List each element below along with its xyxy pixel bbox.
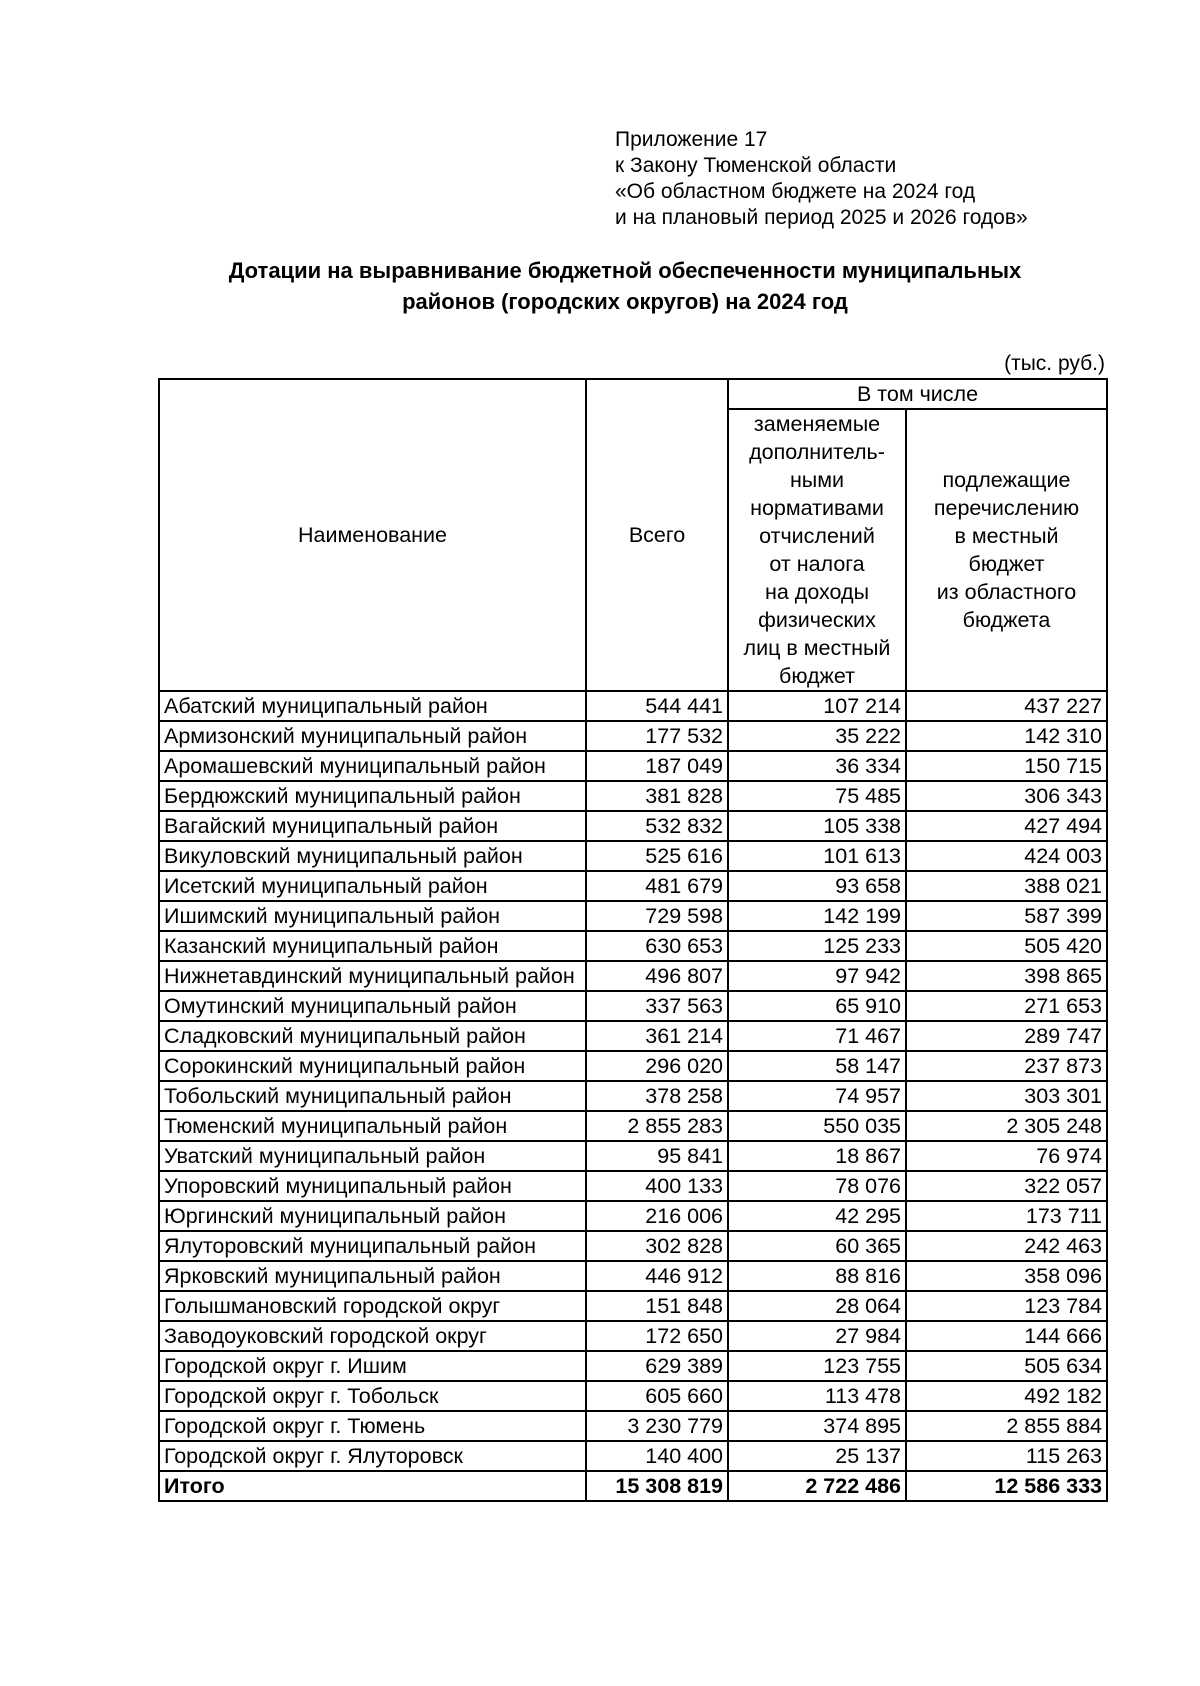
row-replaced: 125 233 [728, 931, 906, 961]
row-name: Голышмановский городской округ [159, 1291, 586, 1321]
row-total: 216 006 [586, 1201, 728, 1231]
row-name: Городской округ г. Ялуторовск [159, 1441, 586, 1471]
row-total: 302 828 [586, 1231, 728, 1261]
total-row [159, 1471, 1107, 1501]
table-row [159, 1111, 1107, 1141]
table-row [159, 1051, 1107, 1081]
total-row-total: 15 308 819 [586, 1471, 728, 1501]
table-row [159, 781, 1107, 811]
row-transfer: 115 263 [906, 1441, 1107, 1471]
header-transfer-line: бюджет [968, 552, 1045, 576]
row-name: Исетский муниципальный район [159, 871, 586, 901]
row-total: 3 230 779 [586, 1411, 728, 1441]
table-row [159, 811, 1107, 841]
header-transfer [906, 409, 1107, 691]
row-replaced: 123 755 [728, 1351, 906, 1381]
row-name: Армизонский муниципальный район [159, 721, 586, 751]
header-replaced-line: лиц в местный [743, 636, 891, 660]
row-total: 525 616 [586, 841, 728, 871]
row-replaced: 18 867 [728, 1141, 906, 1171]
table-row [159, 901, 1107, 931]
appendix-reference [615, 127, 1135, 231]
row-replaced: 142 199 [728, 901, 906, 931]
header-replaced-line: нормативами [750, 496, 884, 520]
table-row [159, 1141, 1107, 1171]
total-row-name: Итого [159, 1471, 586, 1501]
row-replaced: 74 957 [728, 1081, 906, 1111]
unit-label: (тыс. руб.) [1004, 352, 1105, 375]
title-line-2: районов (городских округов) на 2024 год [402, 289, 848, 314]
table-row [159, 721, 1107, 751]
row-replaced: 97 942 [728, 961, 906, 991]
row-total: 629 389 [586, 1351, 728, 1381]
appendix-line: Приложение 17 [615, 128, 768, 151]
row-name: Уватский муниципальный район [159, 1141, 586, 1171]
row-name: Упоровский муниципальный район [159, 1171, 586, 1201]
row-total: 381 828 [586, 781, 728, 811]
header-replaced-line: ными [789, 468, 845, 492]
row-transfer: 76 974 [906, 1141, 1107, 1171]
row-name: Городской округ г. Тобольск [159, 1381, 586, 1411]
row-name: Тюменский муниципальный район [159, 1111, 586, 1141]
row-name: Городской округ г. Ишим [159, 1351, 586, 1381]
row-replaced: 65 910 [728, 991, 906, 1021]
row-total: 630 653 [586, 931, 728, 961]
row-replaced: 550 035 [728, 1111, 906, 1141]
row-name: Тобольский муниципальный район [159, 1081, 586, 1111]
row-name: Казанский муниципальный район [159, 931, 586, 961]
table-row [159, 931, 1107, 961]
row-name: Сладковский муниципальный район [159, 1021, 586, 1051]
row-transfer: 505 634 [906, 1351, 1107, 1381]
header-name: Наименование [159, 379, 586, 691]
row-total: 605 660 [586, 1381, 728, 1411]
row-name: Бердюжский муниципальный район [159, 781, 586, 811]
row-total: 187 049 [586, 751, 728, 781]
table-row [159, 1321, 1107, 1351]
row-replaced: 71 467 [728, 1021, 906, 1051]
row-name: Заводоуковский городской округ [159, 1321, 586, 1351]
row-transfer: 358 096 [906, 1261, 1107, 1291]
row-replaced: 35 222 [728, 721, 906, 751]
row-name: Юргинский муниципальный район [159, 1201, 586, 1231]
row-replaced: 42 295 [728, 1201, 906, 1231]
subsidies-table [158, 378, 1108, 1502]
row-total: 361 214 [586, 1021, 728, 1051]
total-row-transfer: 12 586 333 [906, 1471, 1107, 1501]
table-row [159, 1231, 1107, 1261]
row-transfer: 150 715 [906, 751, 1107, 781]
row-name: Викуловский муниципальный район [159, 841, 586, 871]
row-transfer: 505 420 [906, 931, 1107, 961]
row-total: 481 679 [586, 871, 728, 901]
row-replaced: 27 984 [728, 1321, 906, 1351]
row-transfer: 142 310 [906, 721, 1107, 751]
row-replaced: 75 485 [728, 781, 906, 811]
row-total: 140 400 [586, 1441, 728, 1471]
row-total: 95 841 [586, 1141, 728, 1171]
row-total: 177 532 [586, 721, 728, 751]
table-row [159, 1351, 1107, 1381]
row-replaced: 88 816 [728, 1261, 906, 1291]
row-name: Сорокинский муниципальный район [159, 1051, 586, 1081]
table-row [159, 1261, 1107, 1291]
row-name: Абатский муниципальный район [159, 691, 586, 721]
row-replaced: 28 064 [728, 1291, 906, 1321]
row-total: 151 848 [586, 1291, 728, 1321]
table-body [159, 691, 1107, 1471]
title-line-1: Дотации на выравнивание бюджетной обеспеченности муниципальных [228, 258, 1022, 283]
row-transfer: 144 666 [906, 1321, 1107, 1351]
row-total: 172 650 [586, 1321, 728, 1351]
row-transfer: 242 463 [906, 1231, 1107, 1261]
table-row [159, 961, 1107, 991]
row-transfer: 424 003 [906, 841, 1107, 871]
row-total: 729 598 [586, 901, 728, 931]
row-replaced: 105 338 [728, 811, 906, 841]
row-transfer: 388 021 [906, 871, 1107, 901]
row-transfer: 437 227 [906, 691, 1107, 721]
row-transfer: 398 865 [906, 961, 1107, 991]
row-transfer: 237 873 [906, 1051, 1107, 1081]
table-row [159, 1201, 1107, 1231]
row-total: 378 258 [586, 1081, 728, 1111]
row-total: 2 855 283 [586, 1111, 728, 1141]
table-row [159, 1081, 1107, 1111]
row-name: Аромашевский муниципальный район [159, 751, 586, 781]
header-transfer-line: из областного [936, 580, 1077, 604]
appendix-line: и на плановый период 2025 и 2026 годов» [615, 206, 1028, 229]
row-replaced: 93 658 [728, 871, 906, 901]
row-replaced: 58 147 [728, 1051, 906, 1081]
header-replaced-line: отчислений [759, 524, 875, 548]
header-replaced-line: дополнитель- [749, 440, 885, 464]
header-replaced-line: на доходы [764, 580, 870, 604]
row-transfer: 492 182 [906, 1381, 1107, 1411]
row-total: 400 133 [586, 1171, 728, 1201]
row-transfer: 2 855 884 [906, 1411, 1107, 1441]
header-replaced [728, 409, 906, 691]
row-total: 296 020 [586, 1051, 728, 1081]
row-transfer: 587 399 [906, 901, 1107, 931]
row-transfer: 271 653 [906, 991, 1107, 1021]
row-name: Омутинский муниципальный район [159, 991, 586, 1021]
row-total: 496 807 [586, 961, 728, 991]
row-replaced: 113 478 [728, 1381, 906, 1411]
header-replaced-line: бюджет [779, 664, 855, 688]
row-name: Ялуторовский муниципальный район [159, 1231, 586, 1261]
document-title [150, 255, 1100, 317]
row-replaced: 101 613 [728, 841, 906, 871]
row-transfer: 2 305 248 [906, 1111, 1107, 1141]
row-total: 337 563 [586, 991, 728, 1021]
table-row [159, 1171, 1107, 1201]
row-transfer: 306 343 [906, 781, 1107, 811]
row-replaced: 78 076 [728, 1171, 906, 1201]
header-replaced-line: заменяемые [753, 412, 881, 436]
row-transfer: 123 784 [906, 1291, 1107, 1321]
row-transfer: 289 747 [906, 1021, 1107, 1051]
header-replaced-line: физических [758, 608, 876, 632]
row-replaced: 25 137 [728, 1441, 906, 1471]
table-row [159, 691, 1107, 721]
table-row [159, 841, 1107, 871]
table-row [159, 1291, 1107, 1321]
table-row [159, 751, 1107, 781]
row-replaced: 36 334 [728, 751, 906, 781]
header-transfer-line: подлежащие [942, 468, 1071, 492]
table-row [159, 1411, 1107, 1441]
header-transfer-line: перечислению [933, 496, 1080, 520]
row-transfer: 427 494 [906, 811, 1107, 841]
row-total: 532 832 [586, 811, 728, 841]
table-row [159, 991, 1107, 1021]
row-transfer: 173 711 [906, 1201, 1107, 1231]
total-row-replaced: 2 722 486 [728, 1471, 906, 1501]
appendix-line: «Об областном бюджете на 2024 год [615, 180, 976, 203]
row-transfer: 303 301 [906, 1081, 1107, 1111]
row-total: 446 912 [586, 1261, 728, 1291]
row-name: Ярковский муниципальный район [159, 1261, 586, 1291]
row-name: Вагайский муниципальный район [159, 811, 586, 841]
row-replaced: 374 895 [728, 1411, 906, 1441]
row-name: Городской округ г. Тюмень [159, 1411, 586, 1441]
row-total: 544 441 [586, 691, 728, 721]
header-total: Всего [586, 379, 728, 691]
row-transfer: 322 057 [906, 1171, 1107, 1201]
header-replaced-line: от налога [769, 552, 865, 576]
table-row [159, 1021, 1107, 1051]
row-replaced: 107 214 [728, 691, 906, 721]
row-name: Нижнетавдинский муниципальный район [159, 961, 586, 991]
header-including: В том числе [728, 379, 1107, 409]
row-replaced: 60 365 [728, 1231, 906, 1261]
table-row [159, 871, 1107, 901]
header-transfer-line: в местный [954, 524, 1059, 548]
header-transfer-line: бюджета [962, 608, 1051, 632]
appendix-line: к Закону Тюменской области [615, 154, 897, 177]
row-name: Ишимский муниципальный район [159, 901, 586, 931]
table-row [159, 1441, 1107, 1471]
table-row [159, 1381, 1107, 1411]
